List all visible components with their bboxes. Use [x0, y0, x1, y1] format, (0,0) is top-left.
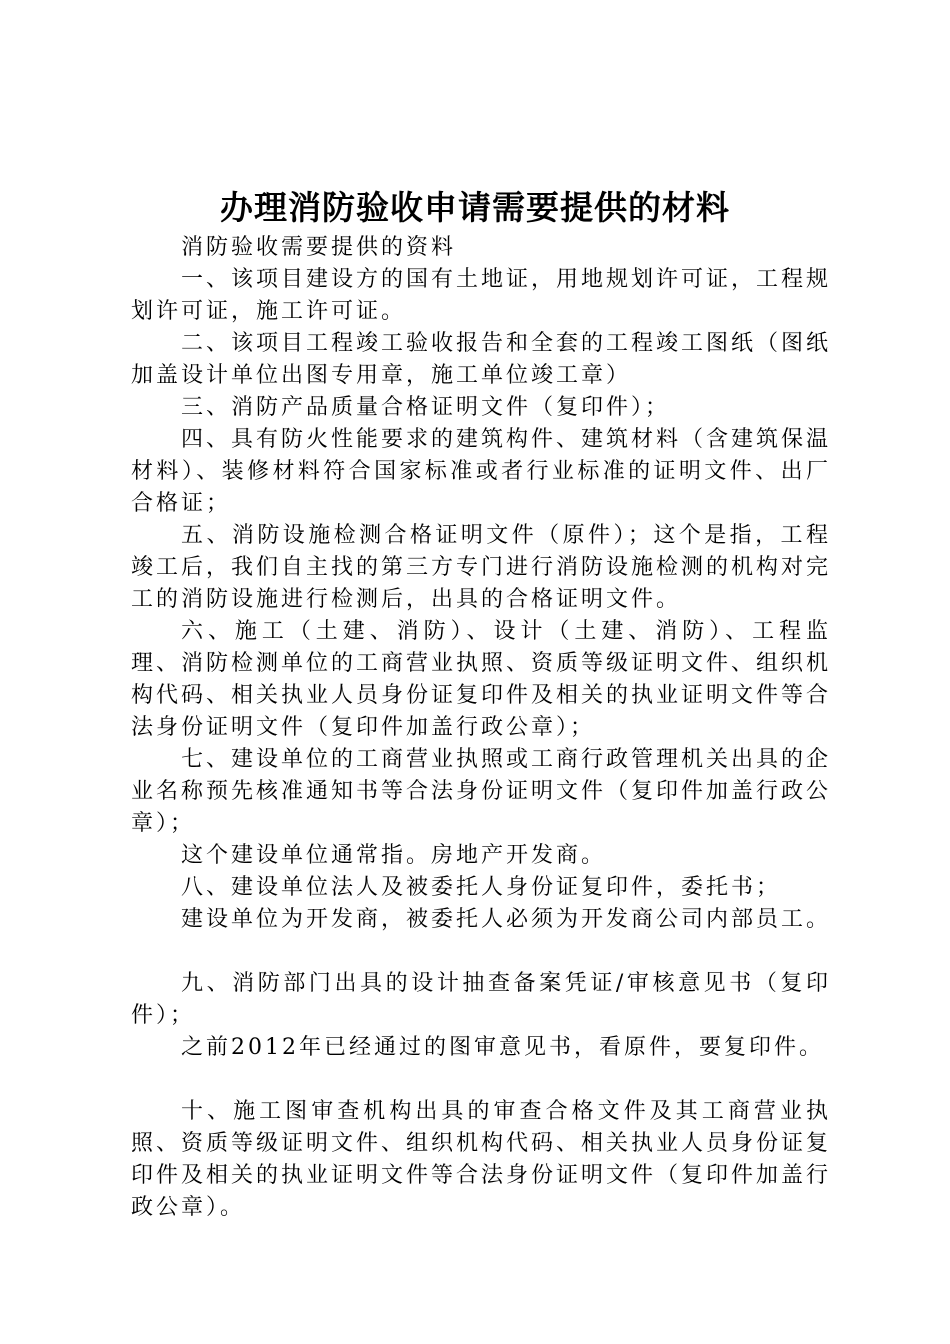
paragraph-item-8: 八、建设单位法人及被委托人身份证复印件，委托书；	[181, 875, 782, 900]
paragraph-item-7: 七、建设单位的工商营业执照或工商行政管理机关出具的企业名称预先核准通知书等合法身份证明文件（复印件加盖行政公章）；	[131, 747, 832, 836]
paragraph-item-3: 三、消防产品质量合格证明文件（复印件）；	[181, 395, 671, 420]
paragraph-item-6: 六、施工（土建、消防）、设计（土建、消防）、工程监理、消防检测单位的工商营业执照、资质等级证明文件、组织机构代码、相关执业人员身份证复印件及相关的执业证明文件等合法身份证明文件（复印件加盖行政公章）；	[131, 619, 832, 740]
paragraph-spacer	[131, 1064, 831, 1096]
paragraph-spacer	[131, 936, 831, 968]
paragraph-note-9: 之前2012年已经通过的图审意见书，看原件，要复印件。	[181, 1035, 824, 1060]
paragraph-note-8: 建设单位为开发商，被委托人必须为开发商公司内部员工。	[181, 907, 832, 932]
paragraph-item-2: 二、该项目工程竣工验收报告和全套的工程竣工图纸（图纸加盖设计单位出图专用章，施工单位竣工章）	[131, 331, 832, 388]
paragraph-note-7: 这个建设单位通常指。房地产开发商。	[181, 843, 607, 868]
paragraph-item-5: 五、消防设施检测合格证明文件（原件）；这个是指，工程竣工后，我们自主找的第三方专门进行消防设施检测的机构对完工的消防设施进行检测后，出具的合格证明文件。	[131, 523, 832, 612]
paragraph-item-10: 十、施工图审查机构出具的审查合格文件及其工商营业执照、资质等级证明文件、组织机构代码、相关执业人员身份证复印件及相关的执业证明文件等合法身份证明文件（复印件加盖行政公章）。	[131, 1099, 832, 1220]
paragraph-intro: 消防验收需要提供的资料	[181, 235, 457, 260]
document-body	[131, 232, 831, 1224]
document-title: 办理消防验收申请需要提供的材料	[220, 188, 730, 227]
paragraph-item-4: 四、具有防火性能要求的建筑构件、建筑材料（含建筑保温材料）、装修材料符合国家标准或者行业标准的证明文件、出厂合格证；	[131, 427, 832, 516]
paragraph-item-9: 九、消防部门出具的设计抽查备案凭证/审核意见书（复印件）；	[131, 971, 831, 1028]
paragraph-item-1: 一、该项目建设方的国有土地证，用地规划许可证，工程规划许可证，施工许可证。	[131, 267, 832, 324]
